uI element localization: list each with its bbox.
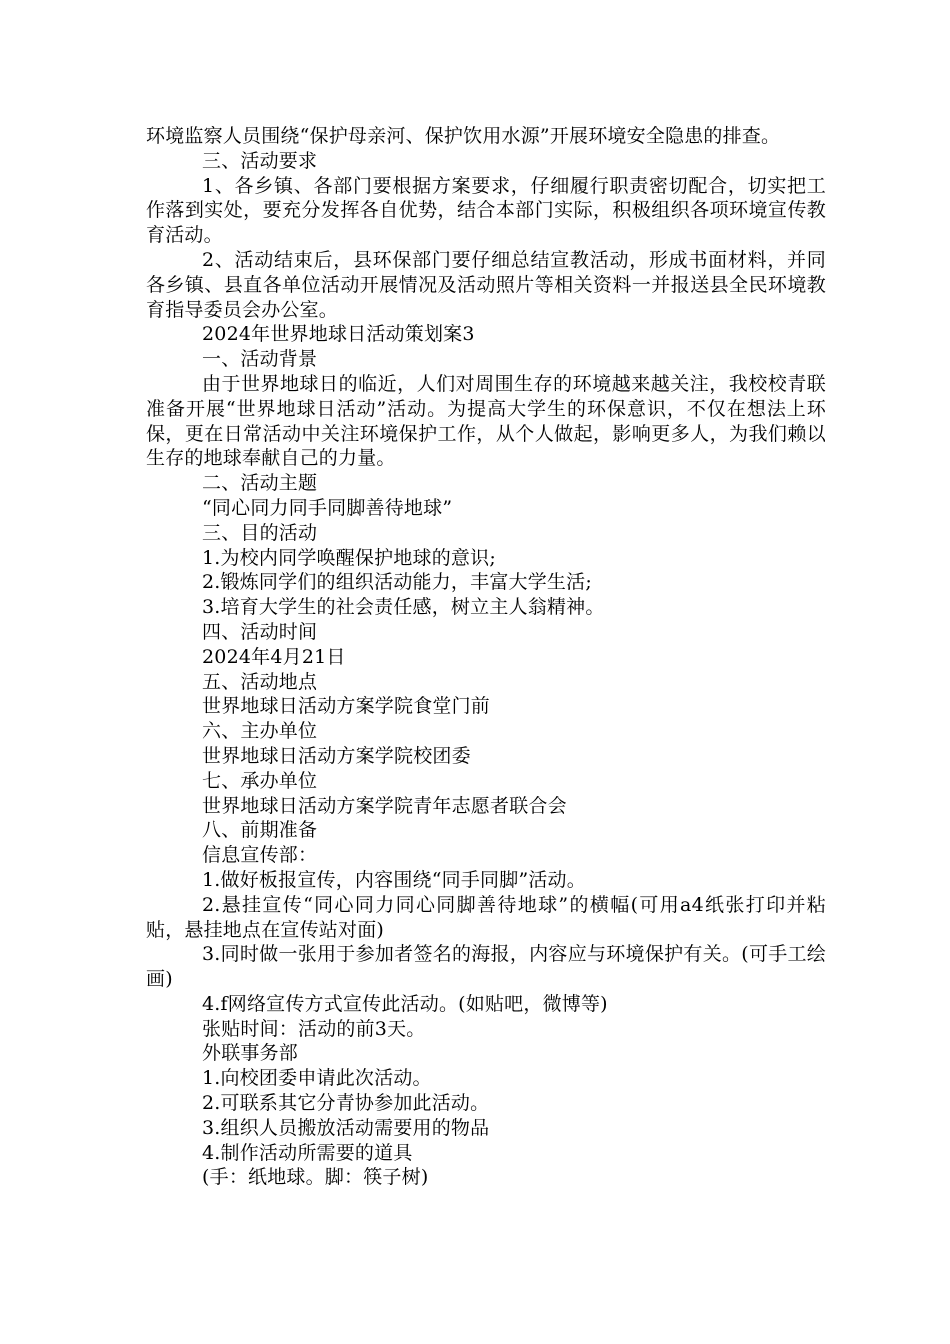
list-item: 2.锻炼同学们的组织活动能力，丰富大学生活; (202, 571, 592, 594)
section-heading: 八、前期准备 (202, 819, 318, 842)
paragraph: 世界地球日活动方案学院食堂门前 (202, 695, 491, 718)
subsection-heading: 外联事务部 (202, 1042, 299, 1065)
paragraph: 由于世界地球日的临近，人们对周围生存的环境越来越关注，我校校青联准备开展“世界地球日活动”活动。为提高大学生的环保意识，不仅在想法上环保，更在日常活动中关注环境保护工作，从个人做起，影响更多人，为我们赖以生存的地球奉献自己的力量。 (146, 372, 826, 470)
list-item: 1.向校团委申请此次活动。 (202, 1067, 432, 1090)
section-heading: 一、活动背景 (202, 348, 318, 371)
list-item: 4.f网络宣传方式宣传此活动。(如贴吧，微博等) (202, 992, 608, 1015)
section-heading: 六、主办单位 (202, 720, 318, 743)
list-item: 3.组织人员搬放活动需要用的物品 (202, 1116, 490, 1139)
document-subtitle: 2024年世界地球日活动策划案3 (202, 323, 475, 346)
paragraph: 2、活动结束后，县环保部门要仔细总结宣教活动，形成书面材料，并同各乡镇、县直各单位活动开展情况及活动照片等相关资料一并报送县全民环境教育指导委员会办公室。 (146, 248, 826, 321)
section-heading: 三、目的活动 (202, 521, 318, 544)
paragraph: 世界地球日活动方案学院校团委 (202, 744, 471, 767)
list-item: 4.制作活动所需要的道具 (202, 1141, 413, 1164)
paragraph: (手：纸地球。脚：筷子树) (202, 1166, 429, 1189)
paragraph: 2024年4月21日 (202, 645, 346, 668)
list-item: 2.悬挂宣传“同心同力同心同脚善待地球”的横幅(可用a4纸张打印并粘贴，悬挂地点在宣传站对面) (146, 893, 826, 941)
section-heading: 七、承办单位 (202, 769, 318, 792)
section-heading: 二、活动主题 (202, 472, 318, 495)
paragraph: “同心同力同手同脚善待地球” (202, 496, 453, 519)
subsection-heading: 信息宣传部： (202, 844, 318, 867)
section-heading: 五、活动地点 (202, 670, 318, 693)
list-item: 3.同时做一张用于参加者签名的海报，内容应与环境保护有关。(可手工绘画) (146, 943, 826, 991)
list-item: 3.培育大学生的社会责任感，树立主人翁精神。 (202, 596, 605, 619)
list-item: 1.做好板报宣传，内容围绕“同手同脚”活动。 (202, 868, 586, 891)
section-heading: 四、活动时间 (202, 620, 318, 643)
document-body (146, 124, 826, 1190)
paragraph: 世界地球日活动方案学院青年志愿者联合会 (202, 794, 567, 817)
paragraph: 1、各乡镇、各部门要根据方案要求，仔细履行职责密切配合，切实把工作落到实处，要充分发挥各自优势，结合本部门实际，积极组织各项环境宣传教育活动。 (146, 174, 826, 247)
list-item: 2.可联系其它分青协参加此活动。 (202, 1092, 490, 1115)
section-heading: 三、活动要求 (202, 149, 318, 172)
paragraph: 环境监察人员围绕“保护母亲河、保护饮用水源”开展环境安全隐患的排查。 (146, 125, 781, 147)
paragraph: 张贴时间：活动的前3天。 (202, 1017, 426, 1040)
list-item: 1.为校内同学唤醒保护地球的意识; (202, 546, 496, 569)
